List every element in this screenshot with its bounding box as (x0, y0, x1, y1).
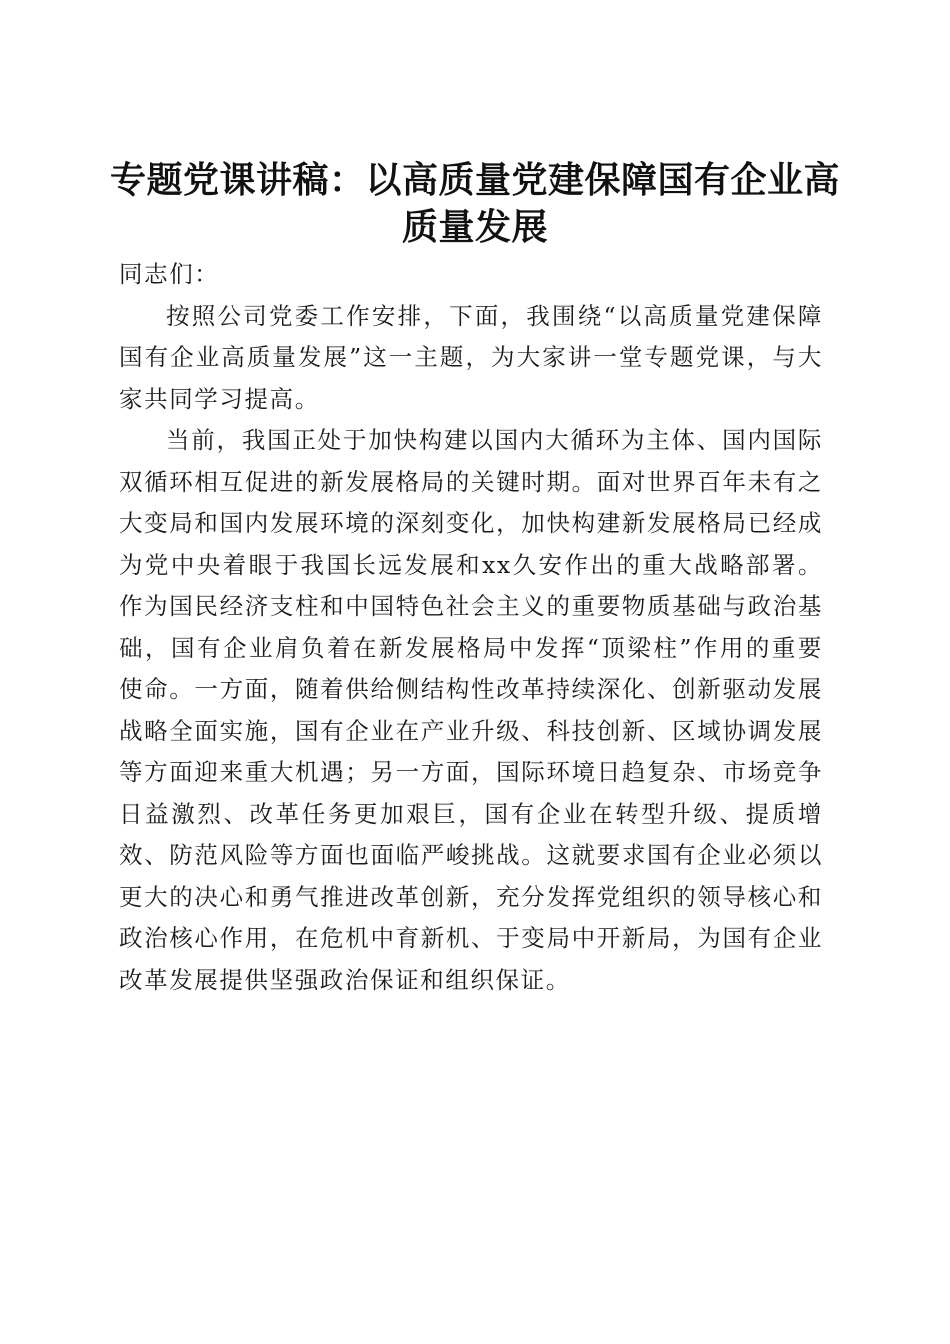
paragraph-intro: 按照公司党委工作安排，下面，我围绕“以高质量党建保障国有企业高质量发展”这一主题，为大家讲一堂专题党课，与大家共同学习提高。 (119, 301, 823, 413)
document-body (119, 254, 823, 1001)
paragraph-context: 当前，我国正处于加快构建以国内大循环为主体、国内国际双循环相互促进的新发展格局的关键时期。面对世界百年未有之大变局和国内发展环境的深刻变化，加快构建新发展格局已经成为党中央着眼于我国长远发展和xx久安作出的重大战略部署。作为国民经济支柱和中国特色社会主义的重要物质基础与政治基础，国有企业肩负着在新发展格局中发挥“顶梁柱”作用的重要使命。一方面，随着供给侧结构性改革持续深化、创新驱动发展战略全面实施，国有企业在产业升级、科技创新、区域协调发展等方面迎来重大机遇；另一方面，国际环境日趋复杂、市场竞争日益激烈、改革任务更加艰巨，国有企业在转型升级、提质增效、防范风险等方面也面临严峻挑战。这就要求国有企业必须以更大的决心和勇气推进改革创新，充分发挥党组织的领导核心和政治核心作用，在危机中育新机、于变局中开新局，为国有企业改革发展提供坚强政治保证和组织保证。 (119, 426, 823, 994)
greeting: 同志们： (119, 260, 220, 288)
document-title: 专题党课讲稿：以高质量党建保障国有企业高质量发展 (110, 159, 841, 249)
